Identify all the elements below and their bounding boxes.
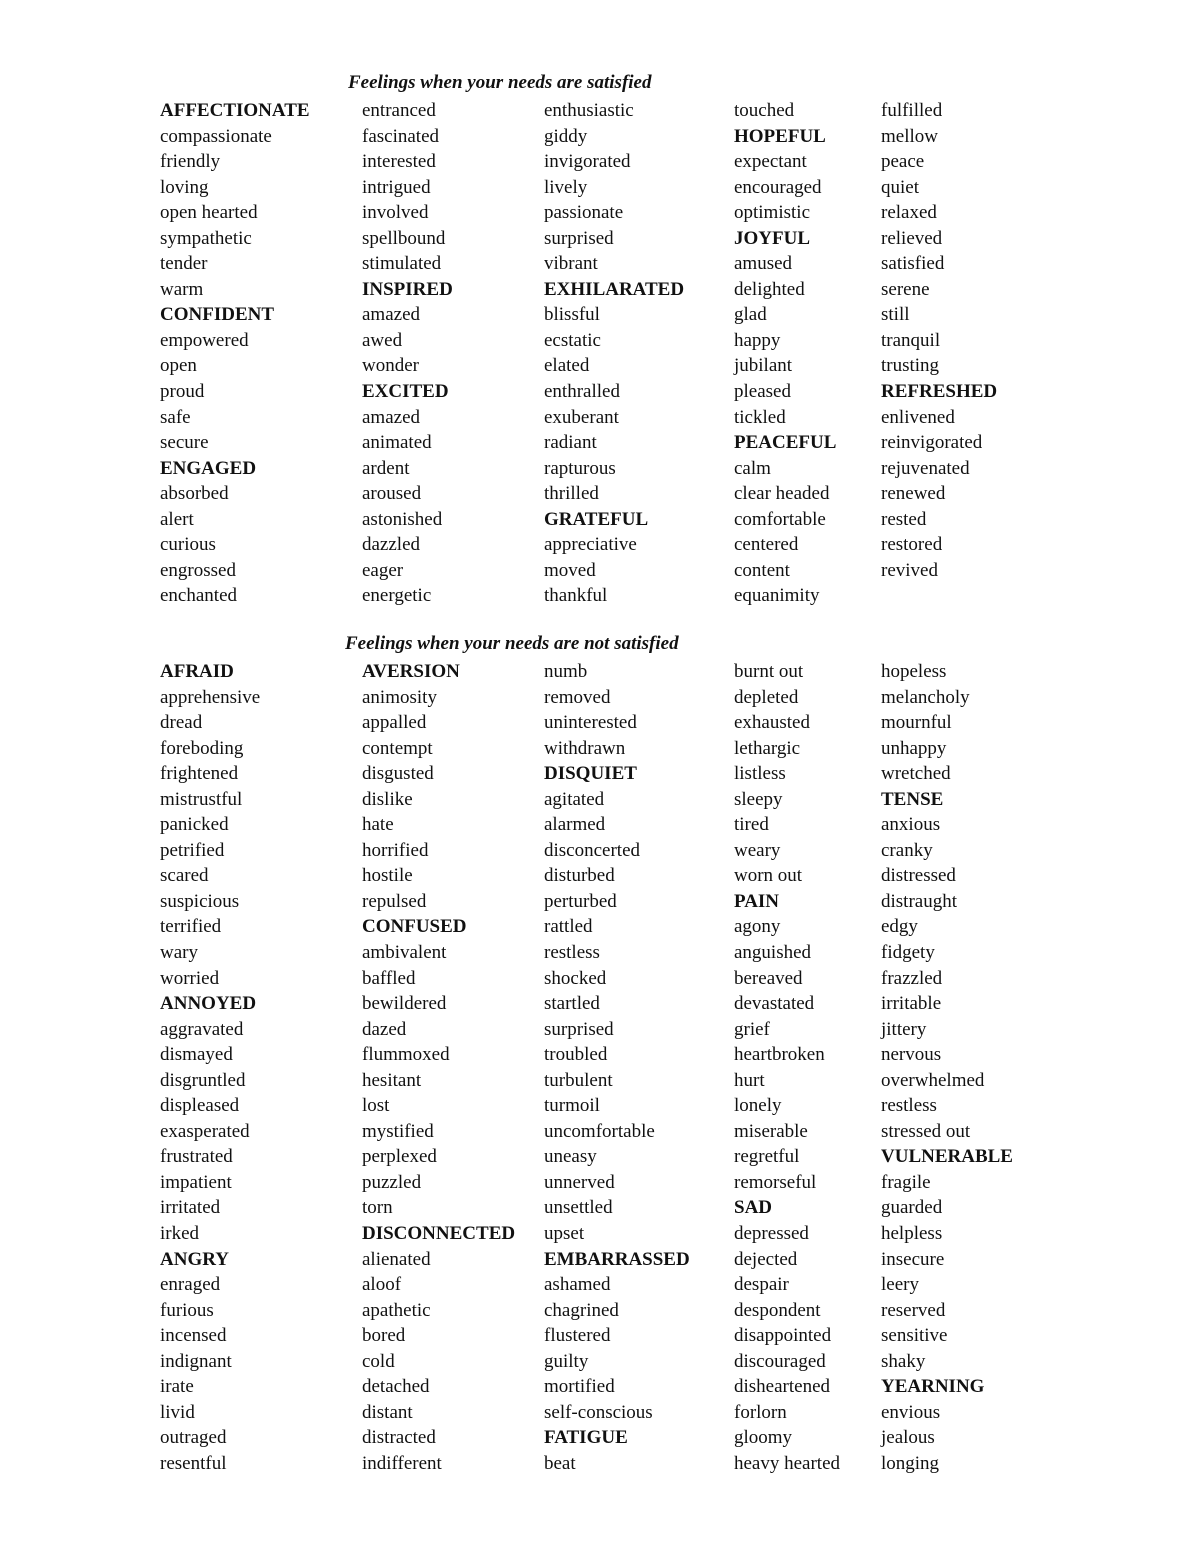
feeling-word: jubilant xyxy=(734,355,793,377)
feeling-word: aroused xyxy=(362,483,422,505)
feeling-word: rapturous xyxy=(544,457,616,479)
feeling-word: disturbed xyxy=(544,865,615,887)
feeling-word: hopeless xyxy=(881,661,947,682)
feeling-word: wretched xyxy=(881,763,951,785)
feeling-word: irked xyxy=(160,1223,200,1245)
feeling-word: enchanted xyxy=(160,585,238,607)
feeling-word: indifferent xyxy=(362,1452,442,1474)
feeling-word: warm xyxy=(160,278,204,300)
feeling-word: agony xyxy=(734,916,781,938)
category-heading: AFFECTIONATE xyxy=(160,100,310,121)
feeling-word: encouraged xyxy=(734,176,822,198)
feeling-word: frustrated xyxy=(160,1146,233,1168)
feeling-word: reserved xyxy=(881,1299,946,1321)
feeling-word: frightened xyxy=(160,763,239,785)
feeling-word: ambivalent xyxy=(362,942,447,964)
feeling-word: ardent xyxy=(362,457,410,479)
feeling-word: livid xyxy=(160,1401,195,1423)
feeling-word: aloof xyxy=(362,1274,402,1296)
feeling-word: forlorn xyxy=(734,1401,787,1423)
feeling-word: overwhelmed xyxy=(881,1069,985,1091)
category-heading: EMBARRASSED xyxy=(544,1248,690,1270)
feeling-word: open hearted xyxy=(160,202,258,224)
feeling-word: pleased xyxy=(734,381,791,403)
feeling-word: irate xyxy=(160,1376,194,1398)
category-heading: FATIGUE xyxy=(544,1427,628,1449)
feeling-word: gloomy xyxy=(734,1427,793,1449)
feeling-word: removed xyxy=(544,686,611,708)
feeling-word: restless xyxy=(881,1095,937,1117)
feeling-word: shaky xyxy=(881,1350,926,1372)
feeling-word: dejected xyxy=(734,1248,798,1270)
feeling-word: listless xyxy=(734,763,786,785)
feeling-word: cold xyxy=(362,1350,395,1372)
feeling-word: heavy hearted xyxy=(734,1452,841,1474)
feeling-word: regretful xyxy=(734,1146,800,1168)
feeling-word: surprised xyxy=(544,227,614,249)
feeling-word: renewed xyxy=(881,483,946,505)
feeling-word: jealous xyxy=(881,1427,935,1449)
feeling-word: aggravated xyxy=(160,1018,244,1040)
feeling-word: withdrawn xyxy=(544,737,626,759)
feeling-word: dread xyxy=(160,712,203,734)
feeling-word: blissful xyxy=(544,304,600,326)
feeling-word: burnt out xyxy=(734,661,804,682)
feeling-word: content xyxy=(734,559,790,581)
column-3 xyxy=(544,98,684,609)
feeling-word: troubled xyxy=(544,1044,608,1066)
feeling-word: enlivened xyxy=(881,406,955,428)
feeling-word: apprehensive xyxy=(160,686,261,708)
feeling-word: disheartened xyxy=(734,1376,831,1398)
feeling-word: lively xyxy=(544,176,588,198)
feeling-word: distressed xyxy=(881,865,956,887)
feeling-word: invigorated xyxy=(544,151,631,173)
feeling-word: anguished xyxy=(734,942,812,964)
feeling-word: unsettled xyxy=(544,1197,613,1219)
feeling-word: compassionate xyxy=(160,125,272,147)
feeling-word: shocked xyxy=(544,967,607,989)
feeling-word: satisfied xyxy=(881,253,945,275)
feeling-word: uncomfortable xyxy=(544,1120,655,1142)
feeling-word: stressed out xyxy=(881,1120,971,1142)
category-heading: REFRESHED xyxy=(881,381,998,403)
feeling-word: startled xyxy=(544,993,600,1015)
feeling-word: apathetic xyxy=(362,1299,431,1321)
feeling-word: jittery xyxy=(881,1018,927,1040)
feeling-word: unhappy xyxy=(881,737,947,759)
category-heading: YEARNING xyxy=(881,1376,985,1398)
feeling-word: dislike xyxy=(362,788,413,810)
feeling-word: equanimity xyxy=(734,585,820,607)
feeling-word: leery xyxy=(881,1274,919,1296)
feeling-word: rejuvenated xyxy=(881,457,970,479)
feeling-word: incensed xyxy=(160,1325,227,1347)
feeling-word: bored xyxy=(362,1325,406,1347)
feeling-word: thankful xyxy=(544,585,608,607)
feeling-word: sympathetic xyxy=(160,227,252,249)
feeling-word: lonely xyxy=(734,1095,782,1117)
feeling-word: comfortable xyxy=(734,508,826,530)
feeling-word: scared xyxy=(160,865,209,887)
feeling-word: relaxed xyxy=(881,202,937,224)
feeling-word: worried xyxy=(160,967,220,989)
column-1 xyxy=(160,98,310,609)
feeling-word: tender xyxy=(160,253,208,275)
category-heading: AVERSION xyxy=(362,661,460,682)
feeling-word: nervous xyxy=(881,1044,942,1066)
category-heading: SAD xyxy=(734,1197,773,1219)
feeling-word: irritated xyxy=(160,1197,221,1219)
feeling-word: guilty xyxy=(544,1350,589,1372)
feeling-word: amused xyxy=(734,253,793,275)
category-heading: TENSE xyxy=(881,788,944,810)
feeling-word: depressed xyxy=(734,1223,809,1245)
column-2 xyxy=(362,98,453,609)
feeling-word: helpless xyxy=(881,1223,943,1245)
feeling-word: reinvigorated xyxy=(881,432,983,454)
feeling-word: frazzled xyxy=(881,967,943,989)
feeling-word: longing xyxy=(881,1452,940,1474)
feeling-word: amazed xyxy=(362,406,421,428)
feeling-word: eager xyxy=(362,559,404,581)
feeling-word: baffled xyxy=(362,967,416,989)
feeling-word: dazzled xyxy=(362,534,421,556)
category-heading: ENGAGED xyxy=(160,457,257,479)
feeling-word: ashamed xyxy=(544,1274,611,1296)
column-4 xyxy=(734,659,840,1477)
feeling-word: worn out xyxy=(734,865,803,887)
feeling-word: restless xyxy=(544,942,600,964)
feeling-word: self-conscious xyxy=(544,1401,653,1423)
feeling-word: tranquil xyxy=(881,329,941,351)
feeling-word: displeased xyxy=(160,1095,240,1117)
feeling-word: rested xyxy=(881,508,927,530)
feeling-word: dazed xyxy=(362,1018,407,1040)
feeling-word: petrified xyxy=(160,839,225,861)
feeling-word: resentful xyxy=(160,1452,227,1474)
feeling-word: open xyxy=(160,355,197,377)
feeling-word: weary xyxy=(734,839,781,861)
feeling-word: torn xyxy=(362,1197,393,1219)
feeling-word: depleted xyxy=(734,686,799,708)
feeling-word: impatient xyxy=(160,1171,232,1193)
feeling-word: secure xyxy=(160,432,209,454)
feeling-word: ecstatic xyxy=(544,329,601,351)
feeling-word: horrified xyxy=(362,839,429,861)
feeling-word: distracted xyxy=(362,1427,436,1449)
feeling-word: absorbed xyxy=(160,483,229,505)
column-5 xyxy=(881,98,997,583)
feeling-word: bewildered xyxy=(362,993,447,1015)
feeling-word: fidgety xyxy=(881,942,935,964)
column-1 xyxy=(160,659,260,1477)
feeling-word: centered xyxy=(734,534,799,556)
feeling-word: thrilled xyxy=(544,483,599,505)
feeling-word: mistrustful xyxy=(160,788,243,810)
column-2 xyxy=(362,659,515,1477)
category-heading: AFRAID xyxy=(160,661,234,682)
feeling-word: distraught xyxy=(881,890,957,912)
feeling-word: enthralled xyxy=(544,381,620,403)
feeling-word: loving xyxy=(160,176,209,198)
feeling-word: peace xyxy=(881,151,925,173)
feeling-word: repulsed xyxy=(362,890,427,912)
category-heading: CONFUSED xyxy=(362,916,467,938)
feeling-word: uninterested xyxy=(544,712,637,734)
feeling-word: proud xyxy=(160,381,205,403)
feeling-word: disappointed xyxy=(734,1325,832,1347)
feeling-word: agitated xyxy=(544,788,605,810)
feeling-word: irritable xyxy=(881,993,942,1015)
feeling-word: enraged xyxy=(160,1274,221,1296)
feeling-word: mellow xyxy=(881,125,938,147)
feeling-word: energetic xyxy=(362,585,432,607)
feeling-word: hurt xyxy=(734,1069,765,1091)
feeling-word: revived xyxy=(881,559,938,581)
feeling-word: fragile xyxy=(881,1171,931,1193)
feeling-word: awed xyxy=(362,329,403,351)
feeling-word: envious xyxy=(881,1401,941,1423)
feeling-word: still xyxy=(881,304,910,326)
feeling-word: rattled xyxy=(544,916,593,938)
feeling-word: contempt xyxy=(362,737,433,759)
feeling-word: involved xyxy=(362,202,429,224)
feeling-word: expectant xyxy=(734,151,807,173)
feeling-word: turmoil xyxy=(544,1095,600,1117)
feeling-word: foreboding xyxy=(160,737,244,759)
feeling-word: edgy xyxy=(881,916,918,938)
feeling-word: animosity xyxy=(362,686,437,708)
category-heading: EXHILARATED xyxy=(544,278,685,300)
feeling-word: alienated xyxy=(362,1248,431,1270)
section-title: Feelings when your needs are satisfied xyxy=(348,72,652,93)
column-4 xyxy=(734,98,836,609)
feeling-word: dismayed xyxy=(160,1044,233,1066)
feeling-word: disgusted xyxy=(362,763,434,785)
feeling-word: heartbroken xyxy=(734,1044,825,1066)
feeling-word: mystified xyxy=(362,1120,434,1142)
feeling-word: suspicious xyxy=(160,890,240,912)
feeling-word: fascinated xyxy=(362,125,440,147)
feeling-word: vibrant xyxy=(544,253,598,275)
feeling-word: devastated xyxy=(734,993,815,1015)
feeling-word: anxious xyxy=(881,814,941,836)
feeling-word: enthusiastic xyxy=(544,100,634,121)
feeling-word: relieved xyxy=(881,227,943,249)
category-heading: PAIN xyxy=(734,890,780,912)
feeling-word: panicked xyxy=(160,814,229,836)
feeling-word: optimistic xyxy=(734,202,810,224)
feeling-word: terrified xyxy=(160,916,222,938)
feeling-word: spellbound xyxy=(362,227,446,249)
feeling-word: puzzled xyxy=(362,1171,422,1193)
category-heading: JOYFUL xyxy=(734,227,810,249)
feeling-word: sleepy xyxy=(734,788,783,810)
feeling-word: disconcerted xyxy=(544,839,641,861)
category-heading: GRATEFUL xyxy=(544,508,649,530)
feeling-word: touched xyxy=(734,100,795,121)
feeling-word: cranky xyxy=(881,839,933,861)
category-heading: HOPEFUL xyxy=(734,125,826,147)
feeling-word: fulfilled xyxy=(881,100,943,121)
feeling-word: beat xyxy=(544,1452,576,1474)
column-5 xyxy=(881,659,1013,1477)
feeling-word: disgruntled xyxy=(160,1069,246,1091)
feeling-word: lethargic xyxy=(734,737,801,759)
feeling-word: elated xyxy=(544,355,590,377)
feeling-word: mortified xyxy=(544,1376,615,1398)
feeling-word: melancholy xyxy=(881,686,970,708)
feeling-word: despair xyxy=(734,1274,789,1296)
feeling-word: amazed xyxy=(362,304,421,326)
feeling-word: outraged xyxy=(160,1427,227,1449)
feeling-word: trusting xyxy=(881,355,940,377)
feeling-word: numb xyxy=(544,661,588,682)
feeling-word: exasperated xyxy=(160,1120,250,1142)
feeling-word: flustered xyxy=(544,1325,611,1347)
category-heading: VULNERABLE xyxy=(881,1146,1013,1168)
feeling-word: glad xyxy=(734,304,767,326)
feeling-word: restored xyxy=(881,534,943,556)
feeling-word: guarded xyxy=(881,1197,943,1219)
feeling-word: tired xyxy=(734,814,769,836)
category-heading: PEACEFUL xyxy=(734,432,837,454)
feeling-word: miserable xyxy=(734,1120,808,1142)
feeling-word: wary xyxy=(160,942,198,964)
feeling-word: perturbed xyxy=(544,890,617,912)
feeling-word: moved xyxy=(544,559,596,581)
feeling-word: calm xyxy=(734,457,771,479)
feeling-word: empowered xyxy=(160,329,249,351)
feeling-word: radiant xyxy=(544,432,597,454)
feeling-word: surprised xyxy=(544,1018,614,1040)
feeling-word: discouraged xyxy=(734,1350,826,1372)
column-3 xyxy=(544,659,690,1477)
category-heading: DISQUIET xyxy=(544,763,637,785)
category-heading: INSPIRED xyxy=(362,278,453,300)
feeling-word: hate xyxy=(362,814,394,836)
feeling-word: clear headed xyxy=(734,483,830,505)
feeling-word: grief xyxy=(734,1018,770,1040)
feeling-word: upset xyxy=(544,1223,585,1245)
feeling-word: friendly xyxy=(160,151,221,173)
feeling-word: hostile xyxy=(362,865,413,887)
feeling-word: wonder xyxy=(362,355,419,377)
feeling-word: intrigued xyxy=(362,176,431,198)
feeling-word: happy xyxy=(734,329,781,351)
feeling-word: delighted xyxy=(734,278,805,300)
feeling-word: chagrined xyxy=(544,1299,619,1321)
feeling-word: alarmed xyxy=(544,814,606,836)
feeling-word: astonished xyxy=(362,508,443,530)
feeling-word: exuberant xyxy=(544,406,619,428)
feeling-word: bereaved xyxy=(734,967,803,989)
feeling-word: animated xyxy=(362,432,432,454)
feeling-word: engrossed xyxy=(160,559,236,581)
feeling-word: flummoxed xyxy=(362,1044,450,1066)
feeling-word: appreciative xyxy=(544,534,637,556)
feeling-word: curious xyxy=(160,534,216,556)
feeling-word: interested xyxy=(362,151,436,173)
feeling-word: sensitive xyxy=(881,1325,948,1347)
feeling-word: exhausted xyxy=(734,712,810,734)
feeling-word: lost xyxy=(362,1095,390,1117)
category-heading: ANNOYED xyxy=(160,993,257,1015)
category-heading: EXCITED xyxy=(362,381,449,403)
feeling-word: remorseful xyxy=(734,1171,817,1193)
feeling-word: tickled xyxy=(734,406,786,428)
category-heading: DISCONNECTED xyxy=(362,1223,516,1245)
feeling-word: uneasy xyxy=(544,1146,597,1168)
feeling-word: turbulent xyxy=(544,1069,613,1091)
feeling-word: detached xyxy=(362,1376,430,1398)
feeling-word: safe xyxy=(160,406,191,428)
feeling-word: passionate xyxy=(544,202,624,224)
feeling-word: serene xyxy=(881,278,930,300)
feeling-word: unnerved xyxy=(544,1171,615,1193)
category-heading: ANGRY xyxy=(160,1248,229,1270)
feeling-word: appalled xyxy=(362,712,427,734)
feeling-word: quiet xyxy=(881,176,919,198)
feeling-word: distant xyxy=(362,1401,413,1423)
category-heading: CONFIDENT xyxy=(160,304,275,326)
feeling-word: mournful xyxy=(881,712,952,734)
section-title: Feelings when your needs are not satisfied xyxy=(345,633,679,654)
feeling-word: entranced xyxy=(362,100,436,121)
feeling-word: furious xyxy=(160,1299,214,1321)
feeling-word: alert xyxy=(160,508,194,530)
feeling-word: giddy xyxy=(544,125,588,147)
feeling-word: perplexed xyxy=(362,1146,437,1168)
feeling-word: stimulated xyxy=(362,253,442,275)
feeling-word: hesitant xyxy=(362,1069,422,1091)
feeling-word: indignant xyxy=(160,1350,232,1372)
feeling-word: insecure xyxy=(881,1248,945,1270)
feeling-word: despondent xyxy=(734,1299,821,1321)
